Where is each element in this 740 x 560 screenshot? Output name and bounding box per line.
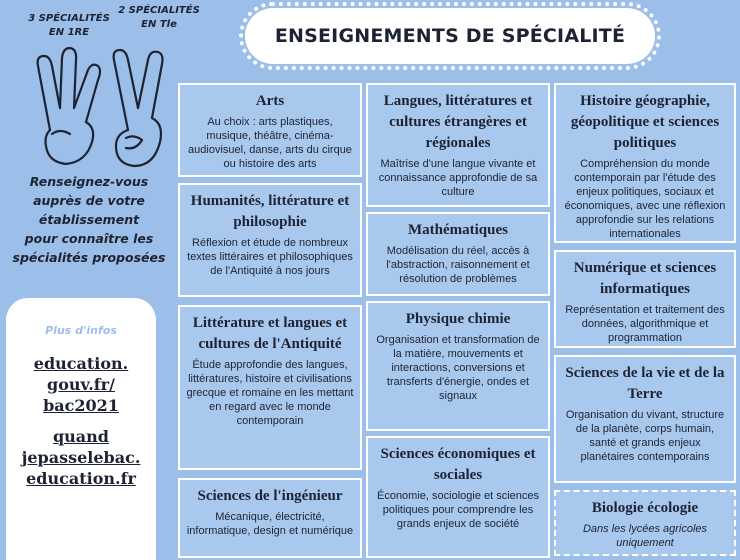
- card-title: Mathématiques: [408, 222, 508, 238]
- card-title: Littérature et langues et cultures de l'Antiquité: [192, 315, 348, 352]
- card-langues: [366, 83, 550, 207]
- card-physique-chimie: [366, 301, 550, 431]
- card-title: Arts: [255, 93, 285, 109]
- card-sciences-ingenieur: [178, 478, 362, 558]
- card-mathematiques: [366, 212, 550, 296]
- card-text: Économie, sociologie et sciences politiques pour comprendre les grands enjeux de société: [376, 490, 540, 530]
- more-info-box: [6, 298, 156, 560]
- card-title: Langues, littératures et cultures étrangères et régionales: [383, 93, 533, 151]
- card-title: Sciences de l'ingénieur: [197, 488, 343, 504]
- card-arts: [178, 83, 362, 177]
- card-title: Physique chimie: [405, 311, 511, 327]
- card-text: Étude approfondie des langues, littératures, histoire et civilisations grecque et romaine en les mettant en regard avec le monde contemporain: [186, 359, 354, 427]
- page-title-text: ENSEIGNEMENTS DE SPÉCIALITÉ: [274, 25, 626, 47]
- card-text: Compréhension du monde contemporain par l'étude des enjeux politiques, sociaux et économiques, avec une réflexion approfondie sur les relations internationales: [564, 158, 726, 240]
- card-humanites: [178, 183, 362, 297]
- card-text: Modélisation du réel, accès à l'abstraction, raisonnement et résolution de problèmes: [386, 245, 530, 285]
- card-title: Humanités, littérature et philosophie: [190, 193, 350, 230]
- card-text: Organisation du vivant, structure de la planète, corps humain, santé et grands enjeux planétaires contemporains: [565, 409, 725, 463]
- link-quandjepasselebac[interactable]: quand jepasselebac. education.fr: [21, 427, 141, 488]
- card-text: Organisation et transformation de la matière, mouvements et interactions, conversions et transferts d'énergie, ondes et signaux: [376, 334, 540, 402]
- card-title: Biologie écologie: [591, 500, 699, 516]
- page-title: [245, 8, 655, 64]
- card-text: Réflexion et étude de nombreux textes littéraires et philosophiques de l'Antiquité à nos jours: [187, 237, 353, 277]
- card-text: Mécanique, électricité, informatique, design et numérique: [186, 511, 354, 537]
- note-ask-school: Renseignez-vous auprès de votre établissement pour connaître les spécialités proposées: [12, 174, 166, 265]
- card-title: Histoire géographie, géopolitique et sciences politiques: [570, 93, 720, 151]
- card-text: Au choix : arts plastiques, musique, théâtre, cinéma-audiovisuel, danse, arts du cirque ou histoire des arts: [188, 116, 352, 170]
- card-litterature-antiquite: [178, 305, 362, 470]
- label-three-specialities: 3 SPÉCIALITÉS EN 1RE: [28, 13, 110, 38]
- card-title: Numérique et sciences informatiques: [573, 260, 717, 297]
- card-svt: [554, 355, 736, 483]
- card-histoire-geo: [554, 83, 736, 243]
- card-text: Représentation et traitement des données, algorithmique et programmation: [565, 304, 725, 344]
- more-info-label: Plus d'infos: [45, 324, 117, 337]
- card-text: Maîtrise d'une langue vivante et connaissance approfondie de sa culture: [378, 158, 538, 198]
- link-education-gouv[interactable]: education. gouv.fr/ bac2021: [33, 354, 129, 415]
- card-biologie-ecologie: [554, 490, 736, 556]
- card-title: Sciences de la vie et de la Terre: [565, 365, 725, 402]
- card-ses: [366, 436, 550, 558]
- card-text: Dans les lycées agricoles uniquement: [582, 523, 708, 549]
- label-two-specialities: 2 SPÉCIALITÉS EN Tle: [118, 5, 200, 30]
- card-nsi: [554, 250, 736, 348]
- hands-illustration: [30, 38, 180, 178]
- card-title: Sciences économiques et sociales: [380, 446, 536, 483]
